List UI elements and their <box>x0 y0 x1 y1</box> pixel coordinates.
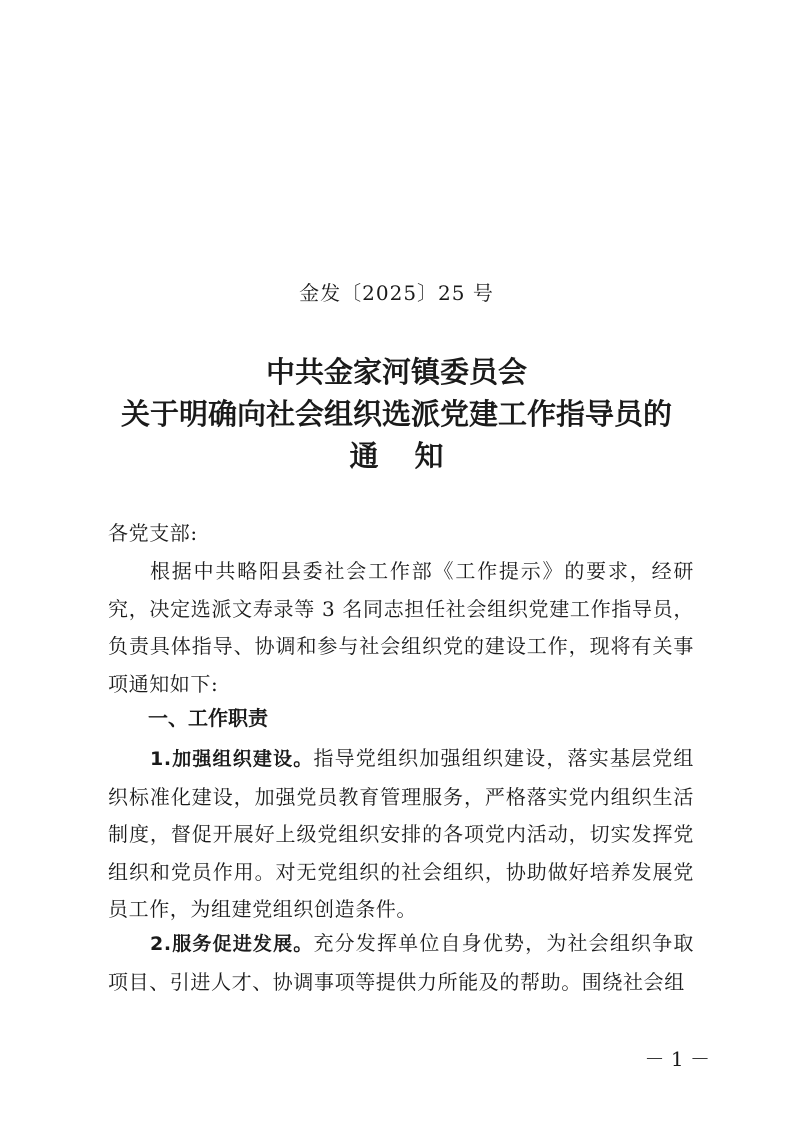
duty-item-2-lead: 2.服务促进发展。 <box>150 933 314 955</box>
document-number: 金发〔2025〕25 号 <box>299 281 494 305</box>
salutation: 各党支部: <box>108 521 198 545</box>
duty-item-1-text: 指导党组织加强组织建设，落实基层党组织标准化建设，加强党员教育管理服务，严格落实党内组织生活制度，督促开展好上级党组织安排的各项党内活动，切实发挥党组织和党员作用。对无党组织的社会组织，协助做好培养发展党员工作，为组建党组织创造条件。 <box>108 746 694 921</box>
section-heading-duties: 一、工作职责 <box>148 706 268 730</box>
title-line-1: 中共金家河镇委员会 <box>265 355 527 389</box>
duty-item-2 <box>108 925 694 1001</box>
page-number: － 1 － <box>644 1047 710 1071</box>
duty-item-2-text: 充分发挥单位自身优势，为社会组织争取项目、引进人才、协调事项等提供力所能及的帮助。围绕社会组 <box>108 931 694 994</box>
duty-item-1-lead: 1.加强组织建设。 <box>150 748 314 770</box>
title-line-3: 通知 <box>349 439 480 473</box>
intro-paragraph: 根据中共略阳县委社会工作部《工作提示》的要求，经研究，决定选派文寿录等 3 名同志担任社会组织党建工作指导员，负责具体指导、协调和参与社会组织党的建设工作，现将有关事项通知如下: <box>108 559 694 696</box>
title-line-2: 关于明确向社会组织选派党建工作指导员的 <box>120 397 672 431</box>
duty-item-1 <box>108 740 694 929</box>
